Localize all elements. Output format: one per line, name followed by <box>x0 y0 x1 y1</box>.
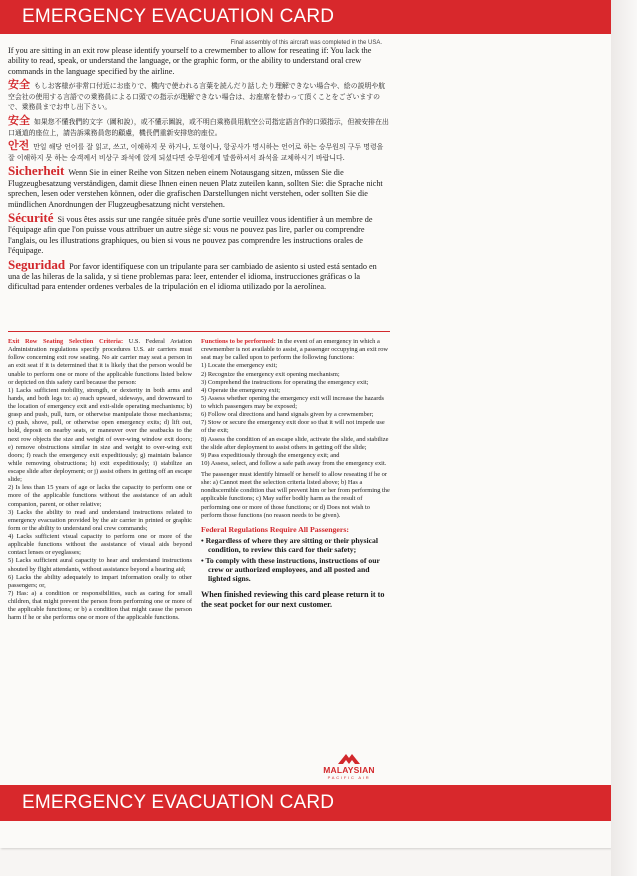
criteria-item: 2) Is less than 15 years of age or lacks the capacity to perform one or more of the applicable functions without the assistance of an adult companion, parent, or other relative; <box>8 484 192 508</box>
criteria-item: 3) Lacks the ability to read and understand instructions related to emergency evacuation provided by the air carrier in printed or graphic form or the ability to understand oral crew commands; <box>8 508 192 532</box>
card-title-banner: EMERGENCY EVACUATION CARD <box>0 0 611 34</box>
return-card-instruction: When finished reviewing this card please return it to the seat pocket for our next customer. <box>201 589 385 609</box>
criteria-column <box>8 338 192 622</box>
airline-logo <box>307 752 391 780</box>
function-item: 10) Assess, select, and follow a safe path away from the emergency exit. <box>201 459 387 467</box>
function-item: 1) Locate the emergency exit; <box>201 362 278 370</box>
airline-logo-icon <box>336 752 362 766</box>
function-item: 7) Stow or secure the emergency exit door so that it will not impede use of the exit; <box>201 419 385 435</box>
german-text: Wenn Sie in einer Reihe von Sitzen neben einem Notausgang sitzen, müssen Sie die Flugzeugbesatzung verständigen, damit diese Ihnen einen neuen Platz zuteilen kann, sollten Sie: die Sprache nicht sprechen, lesen oder verstehen können, oder die grafischen Darstellungen nicht verstehen, oder sollten Sie die mündlichen Anordnungen der Flugzeugbesatzung nicht verstehen. <box>8 168 383 209</box>
criteria-item: 4) Lacks sufficient visual capacity to perform one or more of the applicable functions without the assistance of visual aids beyond contact lenses or eyeglasses; <box>8 533 192 557</box>
chinese-text: 如果您不懂我們的文字（圖和說），或不懂示圖說，或不明白乘務員用航空公司指定語言作的口頭指示，但被安排在出口通道的座位上，請告訴乘務員您的顧慮，機長們重新安排您的座位。 <box>8 118 389 137</box>
assembly-note: Final assembly of this aircraft was completed in the USA. <box>230 40 382 46</box>
intro-korean <box>8 141 390 163</box>
criteria-item: 1) Lacks sufficient mobility, strength, or dexterity in both arms and hands, and both legs to: a) reach upward, sideways, and downward to the location of emergency exit and exit-slide operating mechanisms; b) grasp and push, pull, turn, or otherwise manipulate those mechanisms; c) push, shove, pull, or otherwise open emergency exits; d) lift out, hold, deposit on nearby seats, or maneuver over the seatbacks to the next row objects the size and weight of over-wing window exit doors; e) remove obstructions similar in size and weight to over-wing exit doors; f) reach the emergency exit expeditiously; g) maintain balance while removing obstructions; h) exit expeditiously; i) stabilize an escape slide after deployment; or j) assist others in getting off an escape slide; <box>8 386 192 484</box>
japanese-label: 安全 <box>8 78 30 92</box>
criteria-intro <box>8 338 192 387</box>
function-item: 6) Follow oral directions and hand signals given by a crewmember; <box>201 411 374 419</box>
chinese-label: 安全 <box>8 114 30 127</box>
german-label: Sicherheit <box>8 163 65 179</box>
intro-english: If you are sitting in an exit row please identify yourself to a crewmember to allow for reseating if: You lack the ability to read, speak, or understand the language, or the graphic form, or the ability to understand oral crew commands in the language specified by the airline. <box>8 46 372 76</box>
regulation-bullet-text: Regardless of where they are sitting or their physical condition, to review this card for their safety; <box>205 535 379 555</box>
regulation-bullet-text: To comply with these instructions, instructions of our crew or authorized employees, and all posted and lighted signs. <box>205 555 380 584</box>
criteria-item: 7) Has: a) a condition or responsibilities, such as caring for small children, that might prevent the person from performing one or more of the applicable functions; or b) a condition that might cause the person harm if he or she performs one or more of the applicable functions. <box>8 589 192 622</box>
function-item: 8) Assess the condition of an escape slide, activate the slide, and stabilize the slide after deployment to assist others in getting off the slide; <box>201 435 389 451</box>
function-item: 2) Recognize the emergency exit opening mechanism; <box>201 370 340 378</box>
french-label: Sécurité <box>8 210 54 225</box>
section-divider <box>8 331 390 332</box>
intro-chinese <box>8 116 390 138</box>
korean-text: 만일 해당 언어를 잘 읽고, 쓰고, 이해하지 못 하거나, 도형이나, 항공사가 명시하는 언어로 하는 승무원의 구두 명령을 잘 이해하지 못 하는 승객께서 비상구 좌석에 앉게 되셨다면 승무원에게 말씀하셔서 좌석을 교체하시기 바랍니다. <box>8 143 384 162</box>
functions-column <box>201 338 390 610</box>
function-item: 3) Comprehend the instructions for operating the emergency exit; <box>201 378 369 386</box>
function-item: 9) Pass expeditiously through the emergency exit; and <box>201 451 340 459</box>
criteria-item: 6) Lacks the ability adequately to impart information orally to other passengers; or, <box>8 573 192 589</box>
functions-heading: Functions to be performed: <box>201 338 276 345</box>
spanish-label: Seguridad <box>8 256 66 272</box>
intro-french <box>8 210 390 257</box>
intro-spanish <box>8 256 390 293</box>
reseating-note: The passenger must identify himself or herself to allow reseating if he or she: a) Cannot meet the selection criteria listed above; b) Has a nondiscernible condition that will prevent him or her from performing the applicable functions; c) May suffer bodily harm as the result of performing one or more of those functions; or d) Does not wish to perform those functions (no reason needs to be given). <box>201 471 390 519</box>
criteria-heading: Exit Row Seating Selection Criteria: <box>8 338 124 345</box>
french-text: Si vous êtes assis sur une rangée située près d'une sortie veuillez vous identifier à un membre de l'équipage afin que l'on puisse vous attribuer un autre siège si: vous ne pouvez pas lire, parler ou comprendre l'anglais, ou les illustrations graphiques, ou bien si vous ne pouvez pas comprendre les instructions orales de l'équipage. <box>8 215 373 256</box>
intro-japanese <box>8 80 390 113</box>
function-item: 4) Operate the emergency exit; <box>201 386 281 394</box>
federal-regulations-heading: Federal Regulations Require All Passengers: <box>201 524 349 534</box>
regulation-bullet: • To comply with these instructions, instructions of our crew or authorized employees, and all posted and lighted signs. <box>201 555 380 584</box>
functions-intro <box>201 338 390 362</box>
airline-logo-name: MALAYSIAN <box>323 765 375 775</box>
function-item: 5) Assess whether opening the emergency exit will increase the hazards to which passengers may be exposed; <box>201 394 385 410</box>
airline-logo-subtitle: PACIFIC AIR <box>327 775 371 780</box>
functions-intro-text: In the event of an emergency in which a crewmember is not available to assist, a passenger occupying an exit row seat may be called upon to perform the following functions: <box>201 338 389 362</box>
multilingual-intro <box>8 46 390 296</box>
spanish-text: Por favor identifíquese con un tripulante para ser cambiado de asiento si usted está sentado en una de las hileras de la salida, y si tiene problemas para: leer, entender el idioma, instrucciones gráficas o la dificultad para entender ordenes verbales de la tripulación en el idioma utilizado por la aerolínea. <box>8 261 377 292</box>
criteria-item: 5) Lacks sufficient aural capacity to hear and understand instructions shouted by flight attendants, without assistance beyond a hearing aid; <box>8 557 192 573</box>
japanese-text: もしお客様が非常口付近にお座りで、機内で使われる言葉を読んだり話したり理解できない場合や、絵の説明や航空会社の使用する言語での乗務員による口頭での指示が理解できない場合は、お座席を替わって頂くことをございますので、乗務員までお申し出下さい。 <box>8 82 386 112</box>
card-title-banner-bottom: EMERGENCY EVACUATION CARD <box>0 785 611 821</box>
card-edge-shadow <box>611 0 637 876</box>
korean-label: 안전 <box>8 139 30 153</box>
intro-german <box>8 163 390 210</box>
regulation-bullet: • Regardless of where they are sitting or their physical condition, to review this card for their safety; <box>201 535 379 555</box>
criteria-intro-text: U.S. Federal Aviation Administration regulations specify procedures U.S. air carriers must follow concerning exit row seating. No air carrier may seat a person in an exit seat if it is determined that it is likely that the person would be unable to perform one or more of the applicable functions listed below or depicted on this safety card because the person: <box>8 338 192 386</box>
